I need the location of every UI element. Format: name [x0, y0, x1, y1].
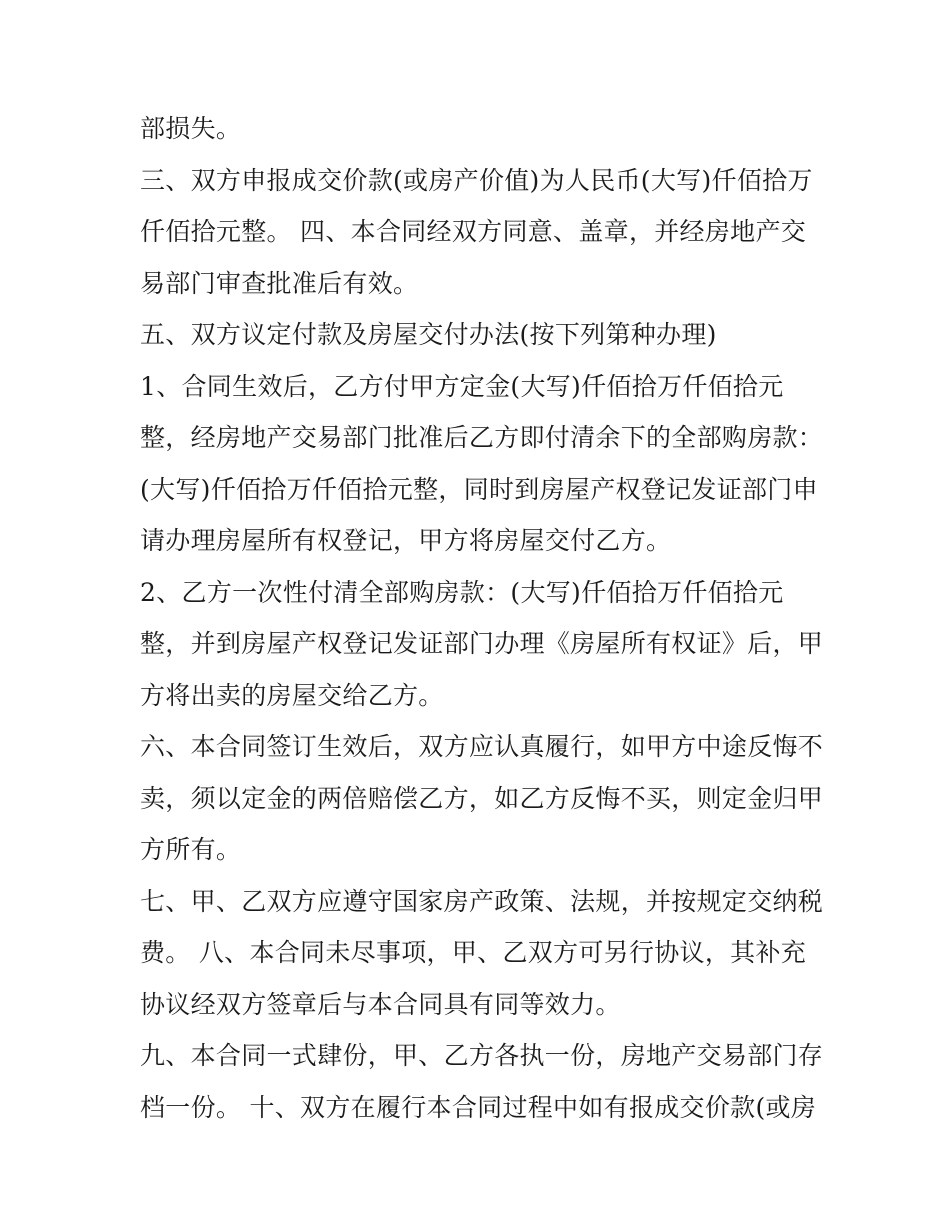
- text-line: 五、双方议定付款及房屋交付办法(按下列第种办理): [140, 320, 717, 349]
- text-line: 七、甲、乙双方应遵守国家房产政策、法规，并按规定交纳税: [140, 886, 824, 916]
- text-line: 费。 八、本合同未尽事项，甲、乙双方可另行协议，其补充: [140, 938, 807, 967]
- text-line: 请办理房屋所有权登记，甲方将房屋交付乙方。: [140, 526, 672, 555]
- text-line: 1、合同生效后，乙方付甲方定金(大写)仟佰拾万仟佰拾元: [140, 371, 784, 401]
- text-line: 档一份。 十、双方在履行本合同过程中如有报成交价款(或房: [140, 1092, 817, 1122]
- contract-text-body: [140, 107, 830, 1137]
- text-line: 整，并到房屋产权登记发证部门办理《房屋所有权证》后，甲: [140, 629, 824, 658]
- text-line: 方所有。: [140, 835, 242, 864]
- text-line: 六、本合同签订生效后，双方应认真履行，如甲方中途反悔不: [140, 732, 824, 761]
- text-line: 整，经房地产交易部门批准后乙方即付清余下的全部购房款：: [140, 423, 824, 452]
- text-line: 2、乙方一次性付清全部购房款：(大写)仟佰拾万仟佰拾元: [140, 577, 784, 607]
- text-line: 方将出卖的房屋交给乙方。: [140, 680, 444, 710]
- text-line: 仟佰拾元整。 四、本合同经双方同意、盖章，并经房地产交: [140, 217, 807, 246]
- text-line: 易部门审查批准后有效。: [140, 268, 419, 298]
- text-line: 协议经双方签章后与本合同具有同等效力。: [140, 989, 621, 1019]
- text-line: (大写)仟佰拾万仟佰拾元整，同时到房屋产权登记发证部门申: [140, 474, 818, 504]
- text-line: 部损失。: [140, 114, 242, 143]
- text-line: 九、本合同一式肆份，甲、乙方各执一份，房地产交易部门存: [140, 1041, 824, 1070]
- text-line: 卖，须以定金的两倍赔偿乙方，如乙方反悔不买，则定金归甲: [140, 783, 824, 813]
- text-line: 三、双方申报成交价款(或房产价值)为人民币(大写)仟佰拾万: [140, 165, 813, 195]
